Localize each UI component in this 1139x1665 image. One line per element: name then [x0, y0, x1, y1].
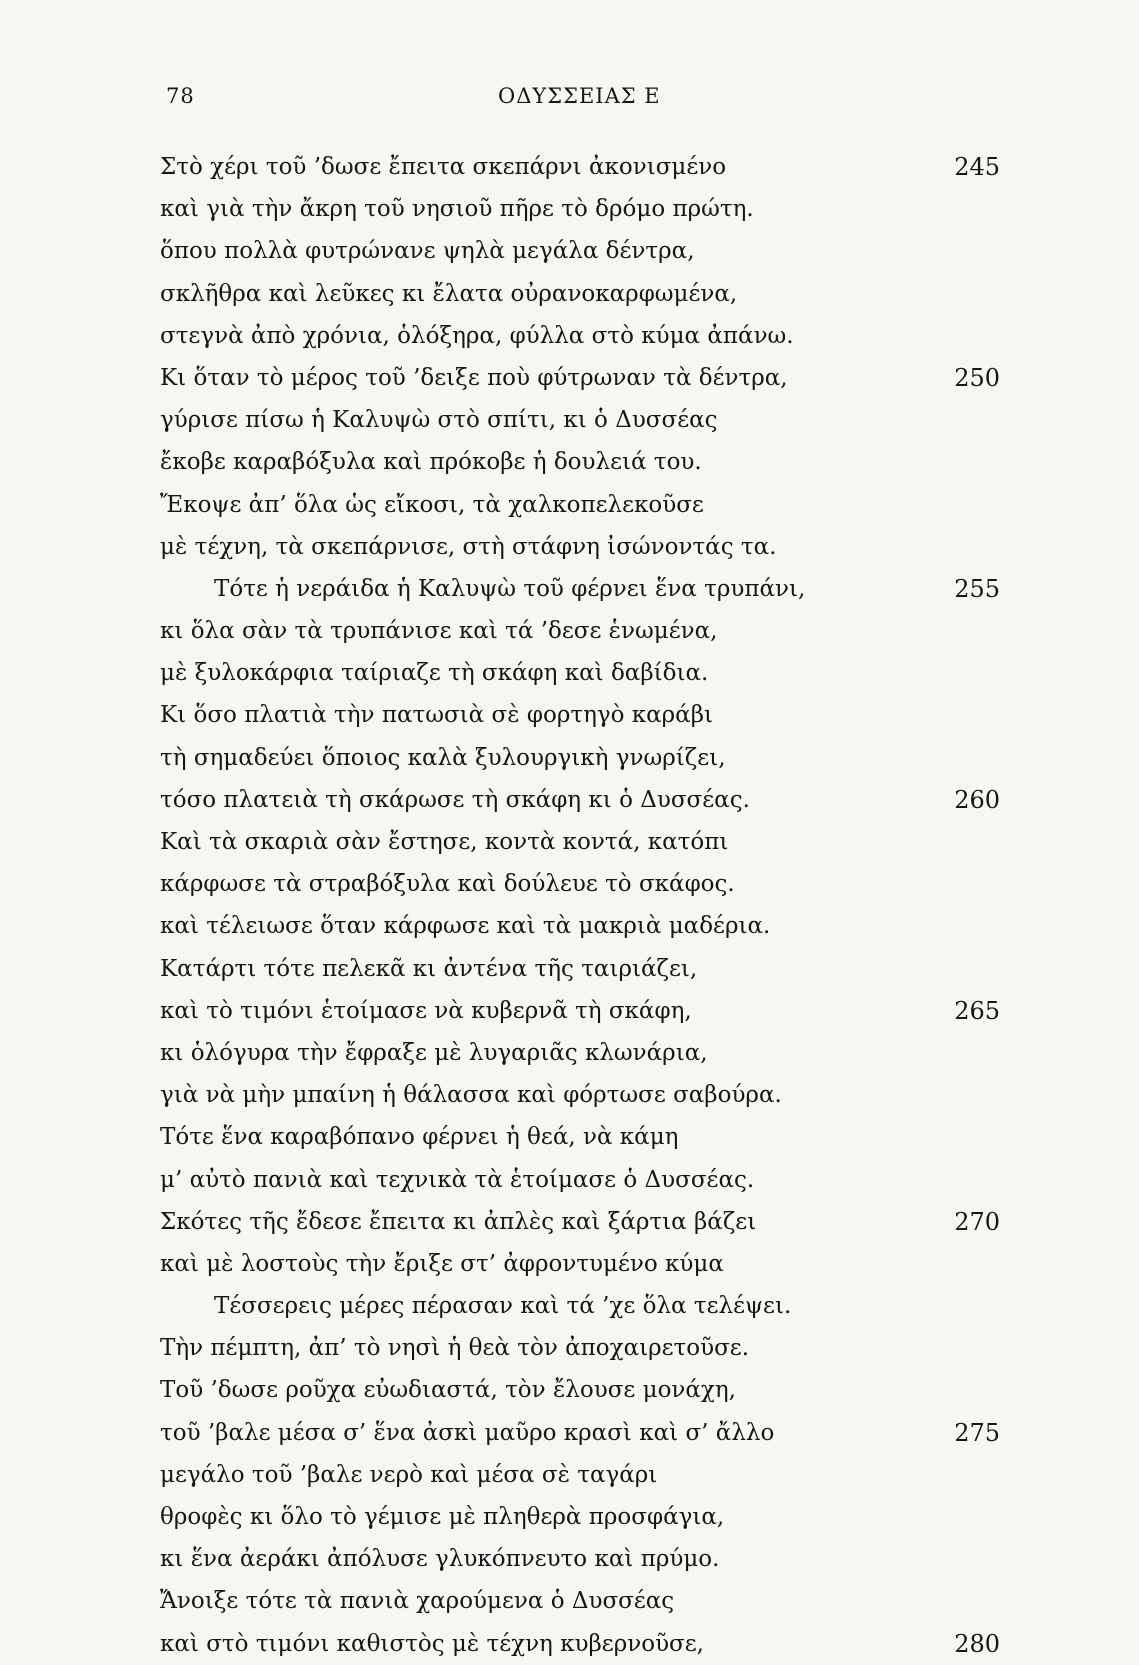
verse-line [160, 1116, 1010, 1158]
page-header [166, 84, 986, 114]
verse-text: καὶ τὸ τιμόνι ἑτοίμασε νὰ κυβερνᾶ τὴ σκάφη, [160, 997, 692, 1024]
verse-text: γύρισε πίσω ἡ Καλυψὼ στὸ σπίτι, κι ὁ Δυσσέας [160, 407, 718, 434]
verse-text: ὅπου πολλὰ φυτρώνανε ψηλὰ μεγάλα δέντρα, [160, 238, 695, 265]
verse-text: Τότε ἕνα καραβόπανο φέρνει ἡ θεά, νὰ κάμη [160, 1124, 679, 1151]
verse-line [160, 399, 1010, 441]
verse-text: ἔκοβε καραβόξυλα καὶ πρόκοβε ἡ δουλειά του. [160, 449, 702, 476]
verse-line [160, 821, 1010, 863]
line-number: 275 [954, 1418, 1000, 1447]
verse-line [160, 146, 1010, 188]
line-number: 265 [954, 996, 1000, 1025]
verse-line [160, 1412, 1010, 1454]
verse-text: Τοῦ ’δωσε ροῦχα εὐωδιαστά, τὸν ἔλουσε μονάχη, [160, 1377, 736, 1404]
verse-line [160, 990, 1010, 1032]
verse-text: γιὰ νὰ μὴν μπαίνη ἡ θάλασσα καὶ φόρτωσε σαβούρα. [160, 1082, 782, 1109]
verse-text: σκλῆθρα καὶ λεῦκες κι ἔλατα οὐρανοκαρφωμένα, [160, 280, 738, 307]
verse-text: Ἄνοιξε τότε τὰ πανιὰ χαρούμενα ὁ Δυσσέας [160, 1588, 675, 1615]
verse-text: θροφὲς κι ὅλο τὸ γέμισε μὲ πληθερὰ προσφάγια, [160, 1504, 725, 1530]
verse-text: καὶ τέλειωσε ὅταν κάρφωσε καὶ τὰ μακριὰ μαδέρια. [160, 913, 771, 940]
verse-text: Τὴν πέμπτη, ἀπ’ τὸ νησὶ ἡ θεὰ τὸν ἀποχαιρετοῦσε. [160, 1335, 750, 1362]
verse-text: Τέσσερεις μέρες πέρασαν καὶ τά ’χε ὅλα τελέψει. [214, 1293, 792, 1320]
verse-line [160, 526, 1010, 568]
verse-text: κάρφωσε τὰ στραβόξυλα καὶ δούλευε τὸ σκάφος. [160, 871, 735, 898]
verse-text: μὲ ξυλοκάρφια ταίριαζε τὴ σκάφη καὶ δαβίδια. [160, 660, 709, 687]
line-number: 250 [954, 363, 1000, 392]
verse-line [160, 1201, 1010, 1243]
line-number: 270 [954, 1207, 1000, 1236]
verse-text: κι ὁλόγυρα τὴν ἔφραξε μὲ λυγαριᾶς κλωνάρια, [160, 1039, 708, 1066]
verse-line [160, 779, 1010, 821]
verse-line [160, 652, 1010, 694]
verse-text: Κατάρτι τότε πελεκᾶ κι ἀντένα τῆς ταιριάζει, [160, 955, 698, 982]
verse-line [160, 905, 1010, 947]
line-number: 260 [954, 785, 1000, 814]
verse-text: μὲ τέχνη, τὰ σκεπάρνισε, στὴ στάφνη ἰσώνοντάς τα. [160, 533, 777, 560]
verse-line [160, 694, 1010, 736]
verse-line [160, 737, 1010, 779]
verse-text: κι ἕνα ἀεράκι ἀπόλυσε γλυκόπνευτο καὶ πρύμο. [160, 1546, 720, 1573]
running-title: ΟΔΥΣΣΕΙΑΣ Ε [498, 84, 661, 108]
verse-text: Σκότες τῆς ἔδεσε ἔπειτα κι ἀπλὲς καὶ ξάρτια βάζει [160, 1208, 757, 1235]
verse-line [160, 1243, 1010, 1285]
verse-line [160, 484, 1010, 526]
verse-line [160, 1538, 1010, 1580]
verse-line [160, 273, 1010, 315]
verse-text: Στὸ χέρι τοῦ ’δωσε ἔπειτα σκεπάρνι ἀκονισμένο [160, 154, 727, 180]
verse-text: μεγάλο τοῦ ’βαλε νερὸ καὶ μέσα σὲ ταγάρι [160, 1461, 658, 1488]
verse-line [160, 1623, 1010, 1665]
verse-line [160, 1454, 1010, 1496]
verse-text: τοῦ ’βαλε μέσα σ’ ἕνα ἀσκὶ μαῦρο κρασὶ καὶ σ’ ἄλλο [160, 1419, 775, 1446]
verse-line [160, 1159, 1010, 1201]
verse-text: Κι ὅταν τὸ μέρος τοῦ ’δειξε ποὺ φύτρωναν τὰ δέντρα, [160, 364, 788, 391]
verse-line [160, 863, 1010, 905]
verse-text: στεγνὰ ἀπὸ χρόνια, ὁλόξηρα, φύλλα στὸ κύμα ἀπάνω. [160, 322, 794, 349]
verse-line [160, 1580, 1010, 1622]
verse-line [160, 1074, 1010, 1116]
verse-line [160, 1032, 1010, 1074]
verse-text: μ’ αὐτὸ πανιὰ καὶ τεχνικὰ τὰ ἑτοίμασε ὁ Δυσσέας. [160, 1166, 755, 1193]
verse-line [160, 441, 1010, 483]
verse-line [160, 315, 1010, 357]
poem-text [160, 146, 1010, 1665]
verse-line [160, 568, 1010, 610]
verse-text: καὶ μὲ λοστοὺς τὴν ἔριξε στ’ ἀφροντυμένο κύμα [160, 1250, 724, 1277]
line-number: 255 [954, 574, 1000, 603]
verse-line [160, 1327, 1010, 1369]
verse-line [160, 1496, 1010, 1538]
page-number: 78 [166, 84, 195, 108]
line-number: 245 [954, 153, 1000, 181]
verse-text: κι ὅλα σὰν τὰ τρυπάνισε καὶ τά ’δεσε ἑνωμένα, [160, 618, 718, 645]
verse-text: καὶ γιὰ τὴν ἄκρη τοῦ νησιοῦ πῆρε τὸ δρόμο πρώτη. [160, 196, 754, 223]
verse-text: Καὶ τὰ σκαριὰ σὰν ἔστησε, κοντὰ κοντά, κατόπι [160, 829, 729, 855]
verse-line [160, 1369, 1010, 1411]
verse-text: καὶ στὸ τιμόνι καθιστὸς μὲ τέχνη κυβερνοῦσε, [160, 1630, 704, 1657]
verse-line [160, 948, 1010, 990]
verse-text: τὴ σημαδεύει ὅποιος καλὰ ξυλουργικὴ γνωρίζει, [160, 744, 726, 771]
line-number: 280 [954, 1629, 1000, 1658]
verse-line [160, 188, 1010, 230]
verse-text: Κι ὅσο πλατιὰ τὴν πατωσιὰ σὲ φορτηγὸ καράβι [160, 702, 714, 729]
verse-line [160, 1285, 1010, 1327]
verse-text: Ἔκοψε ἀπ’ ὅλα ὡς εἴκοσι, τὰ χαλκοπελεκοῦσε [160, 491, 704, 518]
verse-text: Τότε ἡ νεράιδα ἡ Καλυψὼ τοῦ φέρνει ἕνα τρυπάνι, [214, 575, 806, 602]
verse-line [160, 610, 1010, 652]
verse-line [160, 230, 1010, 272]
verse-text: τόσο πλατειὰ τὴ σκάρωσε τὴ σκάφη κι ὁ Δυσσέας. [160, 786, 750, 813]
verse-line [160, 357, 1010, 399]
